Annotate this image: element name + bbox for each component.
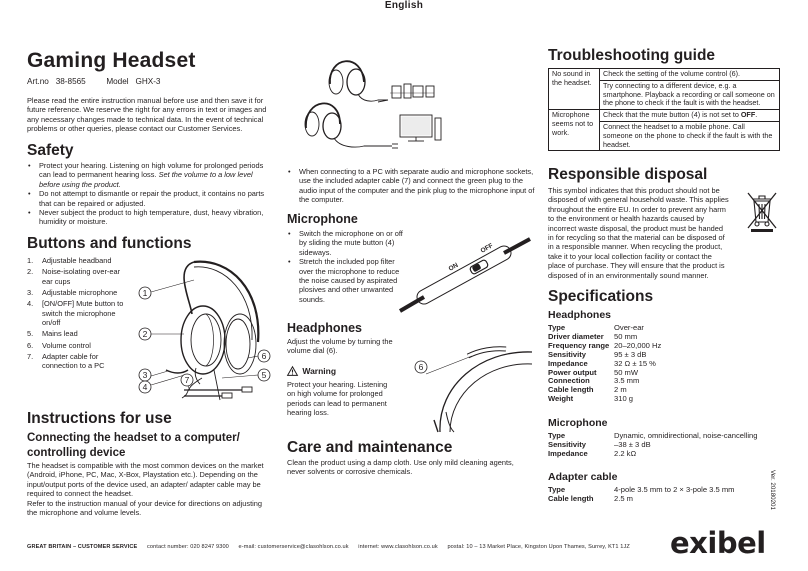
switch-on-label: ON <box>447 261 460 273</box>
pc-connection-list <box>287 167 535 205</box>
solution-cell: Connect the headset to a mobile phone. Call someone on the phone to check if the fault is with the headset. <box>600 121 780 150</box>
problem-cell: No sound in the headset. <box>549 69 600 110</box>
callout-2 <box>139 328 151 340</box>
specifications-heading: Specifications <box>548 288 654 305</box>
list-item: 1. Adjustable headband <box>27 256 112 265</box>
instructions-heading: Instructions for use <box>27 410 172 427</box>
mute-switch-diagram <box>400 225 532 320</box>
list-item: 5. Mains lead <box>27 329 78 339</box>
table-row: Impedance 32 Ω ± 15 % <box>548 358 656 368</box>
callout-volume <box>415 361 427 373</box>
pc-connection-item: • When connecting to a PC with separate audio and microphone sockets, use the included adapter cable (7) and connect the green plug to the audio input of the computer and the pink plug to the microphone input of the computer. <box>299 167 535 205</box>
footer-web: internet: www.clasohlson.co.uk <box>358 544 438 550</box>
headset-diagram <box>112 250 277 400</box>
care-heading: Care and maintenance <box>287 439 453 456</box>
model-label: Model <box>106 77 129 86</box>
svg-text:3: 3 <box>142 370 148 380</box>
care-text: Clean the product using a damp cloth. Use only mild cleaning agents, never solvents or corrosive chemicals. <box>287 458 514 477</box>
table-row: Connection 3.5 mm <box>548 376 640 386</box>
volume-dial-diagram <box>410 336 532 432</box>
table-row: Power output 50 mW <box>548 367 639 377</box>
footer-phone: contact number: 020 8247 9300 <box>146 544 229 550</box>
callout-3 <box>139 369 151 381</box>
troubleshooting-table <box>548 68 780 151</box>
version-label: Ver. 20180201 <box>769 470 776 510</box>
svg-text:7: 7 <box>184 375 190 385</box>
solution-cell: Check the setting of the volume control (6). <box>600 69 780 81</box>
safety-heading: Safety <box>27 142 74 159</box>
svg-text:2: 2 <box>142 329 148 339</box>
solution-cell: Try connecting to a different device, e.g. a smartphone. Playback a recording or call someone on the phone to check if the fault is with the headset. <box>600 80 780 109</box>
svg-text:4: 4 <box>142 382 148 392</box>
solution-cell: Check that the mute button (4) is not set to OFF. <box>600 110 780 122</box>
headphones-text: Adjust the volume by turning the volume dial (6). <box>287 337 393 356</box>
art-no-value: 38-8565 <box>55 77 86 86</box>
instructions-p2: Refer to the instruction manual of your device for directions on adjusting the microphone and volume levels. <box>27 499 262 518</box>
microphone-item: • Switch the microphone on or off by sliding the mute button (4) sideways. <box>299 229 409 257</box>
warning-triangle-icon <box>287 366 298 376</box>
warning-title: Warning <box>287 366 336 376</box>
table-row: Frequency range 20–20,000 Hz <box>548 340 662 350</box>
safety-item: • Never subject the product to high temperature, dust, heavy vibration, humidity or moisture. <box>39 208 275 227</box>
article-info <box>27 77 160 86</box>
safety-item: • Protect your hearing. Listening on high volume for prolonged periods can lead to permanent hearing loss. Set the volume to a low level before using the product. <box>39 161 275 189</box>
callout-6 <box>258 350 270 362</box>
microphone-list <box>287 229 409 304</box>
svg-text:6: 6 <box>261 351 267 361</box>
table-row: Weight 310 g <box>548 394 634 404</box>
brand-logo: exibel <box>670 526 766 560</box>
table-row: Sensitivity 95 ± 3 dB <box>548 349 647 359</box>
list-item: 7. Adapter cable for connection to a PC <box>27 351 105 371</box>
spec-adapter-table <box>548 486 735 504</box>
table-row: Sensitivity –38 ± 3 dB <box>548 439 651 449</box>
table-row: Impedance 2.2 kΩ <box>548 448 637 458</box>
spec-headphones-heading: Headphones <box>548 309 612 321</box>
svg-text:6: 6 <box>418 362 424 372</box>
warning-text: Protect your hearing. Listening on high volume for prolonged periods can lead to permanent hearing loss. <box>287 380 388 418</box>
switch-off-label: OFF <box>479 242 495 255</box>
problem-cell: Microphone seems not to work. <box>549 110 600 151</box>
headphones-heading: Headphones <box>287 321 363 335</box>
page-title: Gaming Headset <box>27 49 196 72</box>
table-row <box>549 110 780 122</box>
buttons-heading: Buttons and functions <box>27 235 192 252</box>
table-row: Type Over-ear <box>548 323 644 332</box>
callout-1 <box>139 287 151 299</box>
callout-5 <box>258 369 270 381</box>
footer-email: e-mail: customerservice@clasohlson.co.uk <box>238 544 349 550</box>
instructions-p1: The headset is compatible with the most common devices on the market (Android, iPhone, PC, Mac, X-Box, Playstation etc.). Depending on the input/output ports of the device used, an adapter/ adapter cable may be required to connect the headset. <box>27 461 264 499</box>
troubleshooting-heading: Troubleshooting guide <box>548 47 716 64</box>
table-row: Driver diameter 50 mm <box>548 331 638 341</box>
footer-postal: postal: 10 – 13 Market Place, Kingston Upon Thames, Surrey, KT1 1JZ <box>447 544 630 550</box>
list-item: 3. Adjustable microphone <box>27 287 118 297</box>
connection-diagram <box>292 48 442 160</box>
footer-country: GREAT BRITAIN – CUSTOMER SERVICE <box>27 544 138 550</box>
crossed-bin-icon <box>745 190 779 232</box>
disposal-heading: Responsible disposal <box>548 166 708 183</box>
list-item: 4. [ON/OFF] Mute button to switch the microphone on/off <box>27 299 124 327</box>
footer <box>27 544 638 550</box>
table-row: Cable length 2.5 m <box>548 493 633 503</box>
spec-adapter-heading: Adapter cable <box>548 471 618 483</box>
disposal-text: This symbol indicates that this product should not be disposed of with general household waste. This applies throughout the entire EU. In order to prevent any harm to the environment or health hazards caused by incorrect waste disposal, the product must be handed in for recycling so that the material can be disposed of in a responsible manner. When recycling the product, take it to your local collection facility or contact the place of purchase. They will ensure that the product is disposed of in an environmentally sound manner. <box>548 186 729 280</box>
svg-text:5: 5 <box>261 370 267 380</box>
microphone-item: • Stretch the included pop filter over the microphone to reduce the noise caused by aspirated plosives and other unwanted sounds. <box>299 257 409 304</box>
callout-7 <box>181 374 193 386</box>
safety-item: • Do not attempt to dismantle or repair the product, it contains no parts that can be repaired or adjusted. <box>39 189 275 208</box>
safety-list <box>27 161 275 227</box>
model-value: GHX-3 <box>135 77 161 86</box>
language-label: English <box>384 0 424 11</box>
table-row <box>549 69 780 81</box>
spec-microphone-heading: Microphone <box>548 417 608 429</box>
table-row: Type Dynamic, omnidirectional, noise-cancelling <box>548 431 758 440</box>
list-item: 2. Noise-isolating over-ear ear cups <box>27 267 121 286</box>
connecting-subheading: Connecting the headset to a computer/ controlling device <box>27 432 240 459</box>
table-row: Type 4-pole 3.5 mm to 2 × 3-pole 3.5 mm <box>548 485 735 494</box>
callout-4 <box>139 381 151 393</box>
list-item: 6. Volume control <box>27 340 91 350</box>
spec-microphone-table <box>548 432 758 459</box>
spec-headphones-table <box>548 324 661 404</box>
microphone-heading: Microphone <box>287 212 358 226</box>
table-row: Cable length 2 m <box>548 385 627 395</box>
intro-text: Please read the entire instruction manual before use and then save it for future reference. We reserve the right for any errors in text or images and any necessary changes made to technical data. In the event of technical problems or other queries, please contact our Customer Services. <box>27 96 267 134</box>
svg-text:1: 1 <box>142 288 148 298</box>
art-no-label: Art.no <box>27 77 49 86</box>
